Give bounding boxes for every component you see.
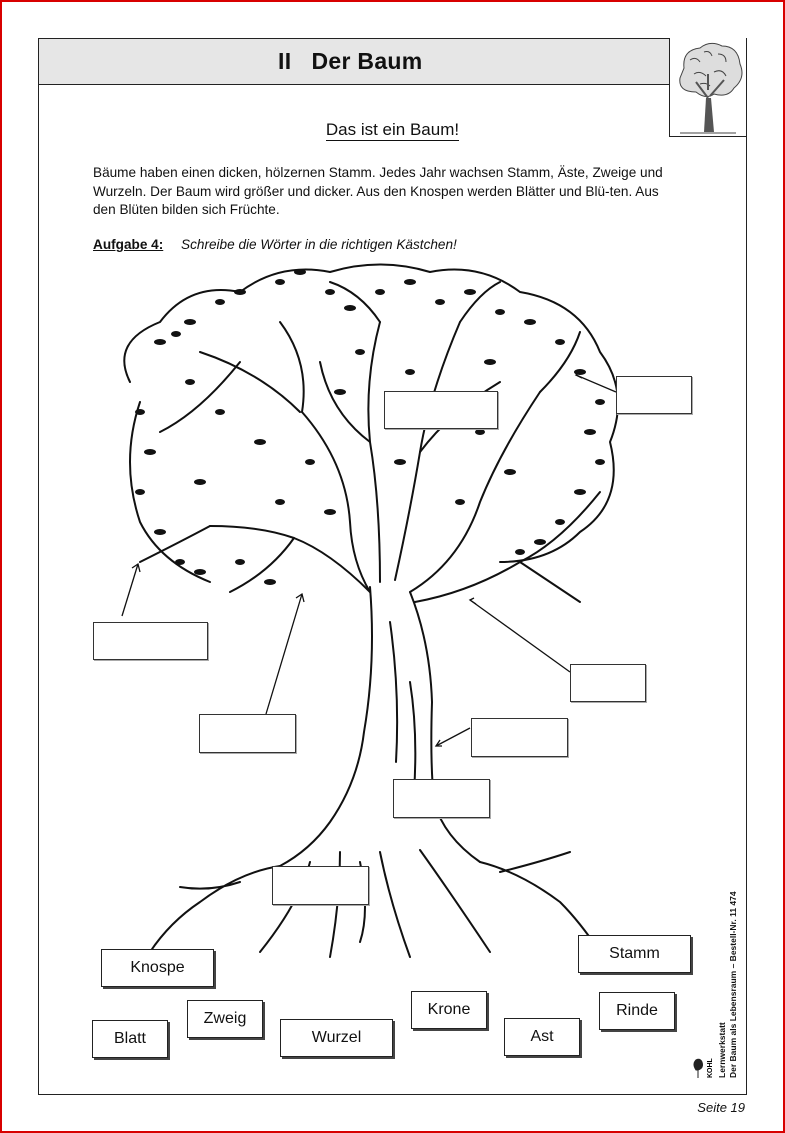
answer-box-bud[interactable] xyxy=(616,376,692,414)
word-card[interactable]: Wurzel xyxy=(280,1019,393,1057)
word-card[interactable]: Krone xyxy=(411,991,487,1029)
answer-box-leaf[interactable] xyxy=(93,622,208,660)
publisher-tree-icon xyxy=(690,1030,720,1080)
intro-paragraph: Bäume haben einen dicken, hölzernen Stamm. Jedes Jahr wachsen Stamm, Äste, Zweige und Wurzeln. Der Baum wird größer und dicker. Aus den Knospen werden Blätter und Blü-ten. Aus den Blüten bilden sich Früchte. xyxy=(93,165,663,217)
task-text: Schreibe die Wörter in die richtigen Kästchen! xyxy=(181,237,457,252)
chapter-title: Der Baum xyxy=(311,48,423,74)
answer-box-twig[interactable] xyxy=(570,664,646,702)
page-title xyxy=(278,48,423,75)
series-name: Lernwerkstatt xyxy=(717,1022,727,1078)
publisher-name: KOHL xyxy=(707,1058,714,1078)
word-card[interactable]: Knospe xyxy=(101,949,214,987)
publisher-logo xyxy=(690,1030,720,1080)
answer-box-trunk[interactable] xyxy=(393,779,490,818)
roots xyxy=(150,850,600,957)
trunk-center-line xyxy=(390,622,415,792)
crown-outline xyxy=(124,265,618,583)
worksheet-subtitle: Das ist ein Baum! xyxy=(325,120,460,139)
answer-box-crown[interactable] xyxy=(384,391,498,429)
answer-box-roots[interactable] xyxy=(272,866,369,905)
word-card[interactable]: Zweig xyxy=(187,1000,263,1038)
book-title-order-number: Der Baum als Lebensraum – Bestell-Nr. 11 474 xyxy=(728,891,738,1078)
answer-box-bark[interactable] xyxy=(471,718,568,757)
publication-info xyxy=(717,858,741,1078)
word-card[interactable]: Blatt xyxy=(92,1020,168,1058)
task-label: Aufgabe 4: xyxy=(93,237,164,252)
word-card[interactable]: Ast xyxy=(504,1018,580,1056)
chapter-number: II xyxy=(278,48,292,74)
word-card[interactable]: Stamm xyxy=(578,935,691,973)
trunk-right-edge xyxy=(410,592,480,862)
leaf-clusters xyxy=(135,269,605,585)
answer-box-branch[interactable] xyxy=(199,714,296,753)
word-card[interactable]: Rinde xyxy=(599,992,675,1030)
task-instruction xyxy=(93,237,457,252)
page-number: Seite 19 xyxy=(697,1100,745,1115)
tree-illustration xyxy=(80,262,640,962)
